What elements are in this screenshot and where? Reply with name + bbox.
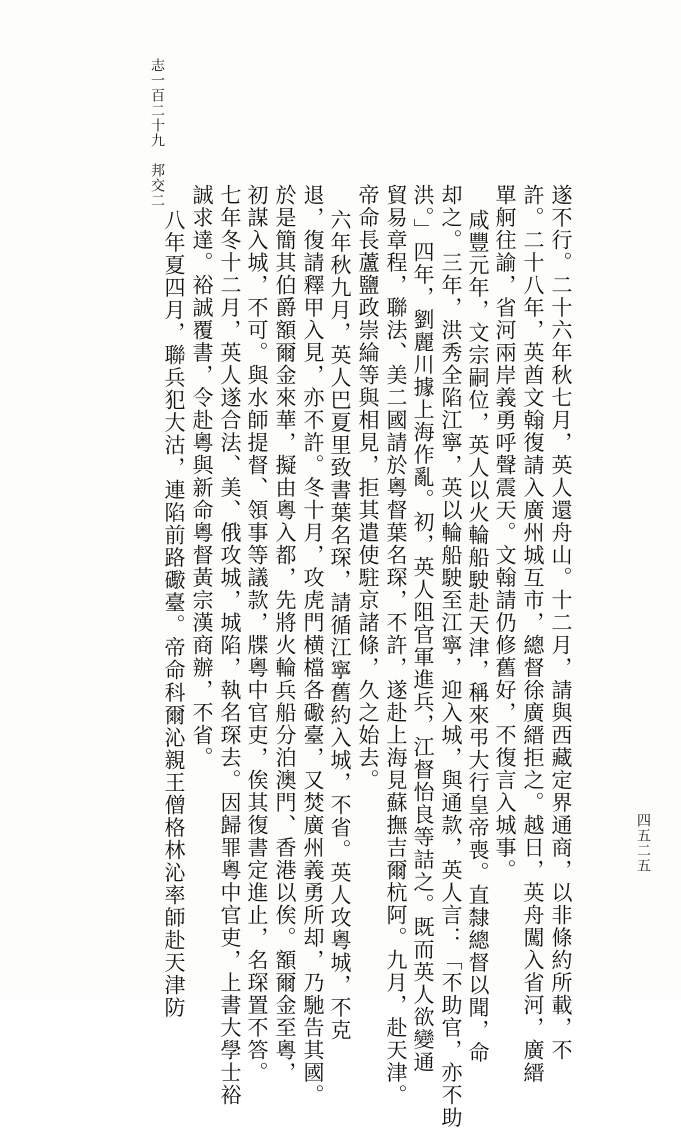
text-column: 貿易章程，聯法、美二國請於粵督葉名琛，不許，遂赴上海見蘇撫吉爾杭阿。九月，赴天津。 <box>384 184 408 1107</box>
text-column: 八年夏四月，聯兵犯大沽，連陷前路礮臺。帝命科爾沁親王僧格林沁率師赴天津防 <box>162 209 186 1019</box>
text-column: 遂不行。二十六年秋七月，英人還舟山。十二月，請與西藏定界通商，以非條約所載，不 <box>549 184 573 1062</box>
text-column: 單舸往諭，省河兩岸義勇呼聲震天。文翰請仍修舊好，不復言入城事。 <box>493 184 517 882</box>
text-column: 於是簡其伯爵額爾金來華，擬由粵入都，先將火輪兵船分泊澳門、香港以俟。額爾金至粵， <box>273 184 297 1084</box>
page-number: 四五二五 <box>635 813 651 873</box>
text-column: 誠求達。裕誠覆書，令赴粵與新命粵督黃宗漢商辦，不省。 <box>190 184 214 769</box>
text-column: 洪。」四年，劉麗川據上海作亂。初，英人阻官軍進兵，江督怡良等詰之。既而英人欲變通 <box>411 184 435 1074</box>
text-column: 六年秋九月，英人巴夏里致書葉名琛，請循江寧舊約入城，不省。英人攻粵城，不克 <box>328 209 352 1042</box>
text-column: 初謀入城，不可。與水師提督、領事等議款，牒粵中官吏，俟其復書定進止，名琛置不答。 <box>245 184 269 1084</box>
text-column: 帝命長蘆鹽政崇綸等與相見，拒其遣使駐京諸條，久之始去。 <box>356 184 380 792</box>
text-column: 退，復請釋甲入見，亦不許。冬十月，攻虎門横檔各礮臺，又焚廣州義勇所却，乃馳告其國。 <box>301 184 325 1107</box>
running-head: 志一百二十九 邦交二 <box>149 58 165 208</box>
text-column: 許。二十八年，英酋文翰復請入廣州城互市，總督徐廣縉拒之。越日，英舟闖入省河，廣縉 <box>521 184 545 1084</box>
text-column: 七年冬十二月，英人遂合法、美、俄攻城，城陷，執名琛去。因歸罪粵中官吏，上書大學士裕 <box>218 184 242 1107</box>
text-column: 却之。三年，洪秀全陷江寧，英以輪船駛至江寧，迎入城，與通款，英人言：「不助官，亦不助 <box>439 184 463 1129</box>
text-column: 咸豐元年，文宗嗣位，英人以火輪船駛赴天津，稱來弔大行皇帝喪。直隸總督以聞，命 <box>466 209 490 1064</box>
